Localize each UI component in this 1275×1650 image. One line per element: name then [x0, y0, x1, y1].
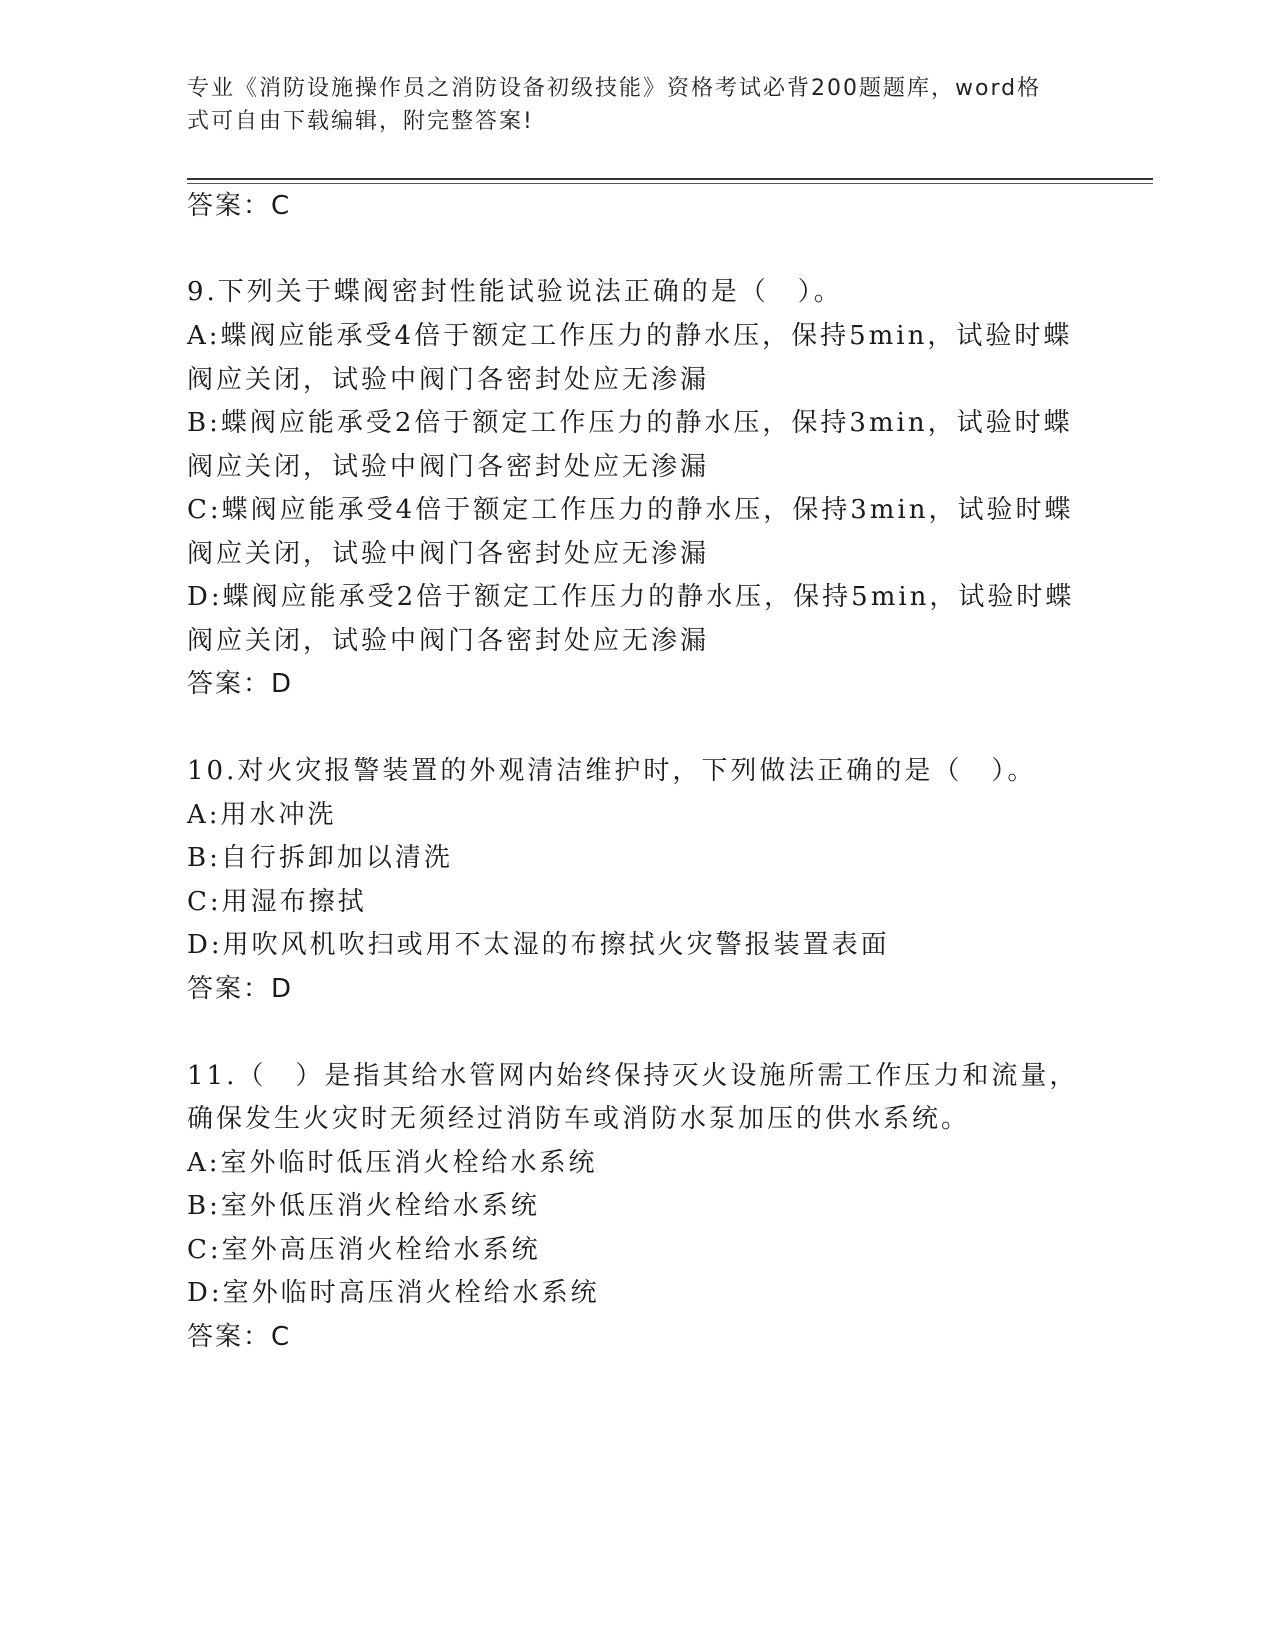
header-divider-thick — [187, 178, 1153, 180]
question-11-option-c: C:室外高压消火栓给水系统 — [187, 1235, 541, 1265]
question-10-option-a: A:用水冲洗 — [187, 800, 337, 830]
question-11-stem-cont: 确保发生火灾时无须经过消防车或消防水泵加压的供水系统。 — [187, 1104, 971, 1134]
question-11-answer: 答案：C — [187, 1322, 292, 1352]
header-line-2: 式可自由下载编辑，附完整答案! — [187, 109, 534, 134]
question-11-option-d: D:室外临时高压消火栓给水系统 — [187, 1278, 600, 1308]
question-9-option-a-cont: 阀应关闭，试验中阀门各密封处应无渗漏 — [187, 365, 710, 395]
question-9-option-b: B:蝶阀应能承受2倍于额定工作压力的静水压，保持3min，试验时蝶 — [187, 408, 1073, 438]
question-9-stem: 9.下列关于蝶阀密封性能试验说法正确的是（ ）。 — [187, 277, 843, 307]
document-header — [187, 72, 1087, 138]
question-10-stem: 10.对火灾报警装置的外观清洁维护时，下列做法正确的是（ ）。 — [187, 756, 1037, 786]
question-10-answer: 答案：D — [187, 974, 294, 1004]
question-9-option-c-cont: 阀应关闭，试验中阀门各密封处应无渗漏 — [187, 539, 710, 569]
question-10-option-b: B:自行拆卸加以清洗 — [187, 843, 453, 873]
question-9-option-d: D:蝶阀应能承受2倍于额定工作压力的静水压，保持5min，试验时蝶 — [187, 582, 1075, 612]
header-line-1: 专业《消防设施操作员之消防设备初级技能》资格考试必背200题题库，word格 — [187, 76, 1042, 101]
question-10-option-c: C:用湿布擦拭 — [187, 887, 367, 917]
question-11-option-a: A:室外临时低压消火栓给水系统 — [187, 1148, 598, 1178]
previous-answer: 答案：C — [187, 191, 292, 221]
question-9-answer: 答案：D — [187, 669, 294, 699]
question-9-option-b-cont: 阀应关闭，试验中阀门各密封处应无渗漏 — [187, 452, 710, 482]
header-divider-thin — [187, 183, 1153, 184]
question-10-option-d: D:用吹风机吹扫或用不太湿的布擦拭火灾警报装置表面 — [187, 930, 890, 960]
question-11-stem: 11.（ ）是指其给水管网内始终保持灭火设施所需工作压力和流量， — [187, 1061, 1079, 1091]
question-9-option-c: C:蝶阀应能承受4倍于额定工作压力的静水压，保持3min，试验时蝶 — [187, 495, 1074, 525]
question-9-option-a: A:蝶阀应能承受4倍于额定工作压力的静水压，保持5min，试验时蝶 — [187, 321, 1073, 351]
question-11-option-b: B:室外低压消火栓给水系统 — [187, 1191, 540, 1221]
question-9-option-d-cont: 阀应关闭，试验中阀门各密封处应无渗漏 — [187, 626, 710, 656]
